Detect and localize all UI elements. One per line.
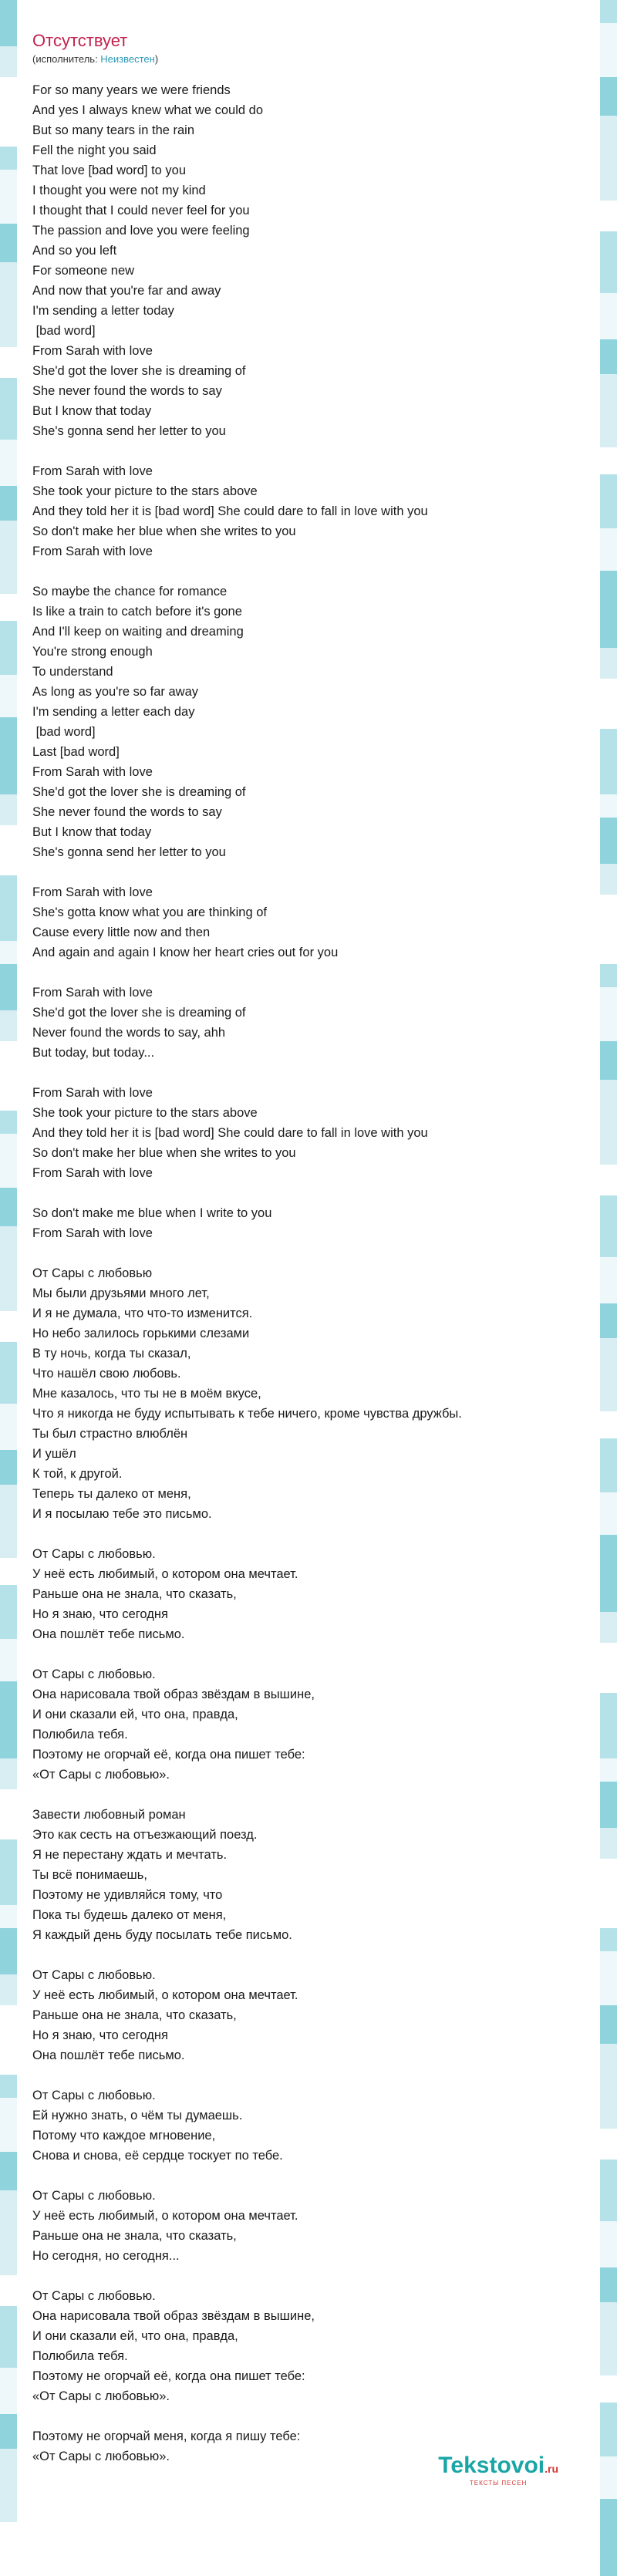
stripe-segment: [0, 594, 17, 621]
stanza-break: [32, 1785, 588, 1805]
stripe-segment: [0, 224, 17, 262]
stripe-segment: [0, 1226, 17, 1311]
lyric-line: From Sarah with love: [32, 464, 153, 478]
stripe-segment: [0, 440, 17, 486]
stripe-segment: [0, 2098, 17, 2152]
logo-tagline: ТЕКСТЫ ПЕСЕН: [469, 2480, 528, 2487]
stripe-segment: [0, 2152, 17, 2190]
logo-tld: .ru: [545, 2463, 558, 2475]
decorative-stripes-left: [0, 0, 17, 2507]
lyric-line: Раньше она не знала, что сказать,: [32, 2008, 237, 2022]
stripe-segment: [600, 1951, 617, 2005]
stripe-segment: [0, 2005, 17, 2075]
stripe-segment: [0, 1311, 17, 1342]
lyric-line: And now that you're far and away: [32, 284, 221, 298]
lyric-line: She took your picture to the stars above: [32, 1106, 258, 1120]
lyrics-text: [32, 80, 588, 2466]
lyric-line: She took your picture to the stars above: [32, 484, 258, 498]
stripe-segment: [600, 794, 617, 818]
stripe-segment: [600, 1492, 617, 1535]
lyric-line: Ты всё понимаешь,: [32, 1868, 147, 1882]
lyric-line: From Sarah with love: [32, 986, 153, 1000]
site-logo[interactable]: [438, 2453, 558, 2487]
stripe-segment: [600, 77, 617, 116]
stripe-segment: [600, 864, 617, 895]
stanza-break: [32, 561, 588, 582]
lyric-line: И я не думала, что что-то изменится.: [32, 1307, 253, 1320]
lyric-line: Но я знаю, что сегодня: [32, 2028, 168, 2042]
lyric-line: «От Сары с любовью».: [32, 2450, 170, 2463]
stripe-segment: [0, 46, 17, 77]
lyric-line: You're strong enough: [32, 645, 153, 659]
lyric-line: Она пошлёт тебе письмо.: [32, 1627, 185, 1641]
stripe-segment: [0, 794, 17, 825]
stripe-segment: [600, 1303, 617, 1338]
stripe-segment: [0, 1342, 17, 1404]
lyric-line: For someone new: [32, 264, 135, 278]
lyric-line: So maybe the chance for romance: [32, 585, 228, 598]
lyric-line: Is like a train to catch before it's gone: [32, 605, 242, 619]
stripe-segment: [0, 77, 17, 147]
lyric-line: From Sarah with love: [32, 1226, 153, 1240]
lyric-line: От Сары с любовью.: [32, 1547, 156, 1561]
stripe-segment: [0, 1585, 17, 1639]
stripe-segment: [0, 1905, 17, 1928]
stripe-segment: [600, 1195, 617, 1257]
lyric-line: «От Сары с любовью».: [32, 1768, 170, 1782]
stripe-segment: [600, 2402, 617, 2456]
lyric-line: From Sarah with love: [32, 765, 153, 779]
lyric-line: Что я никогда не буду испытывать к тебе ничего, кроме чувства дружбы.: [32, 1407, 462, 1421]
stripe-segment: [600, 2221, 617, 2267]
lyric-line: Last [bad word]: [32, 745, 120, 759]
lyric-line: От Сары с любовью.: [32, 1968, 156, 1982]
lyric-line: Она нарисовала твой образ звёздам в вышине,: [32, 2309, 315, 2323]
lyric-line: But I know that today: [32, 825, 152, 839]
stanza-break: [32, 1644, 588, 1664]
stripe-segment: [0, 1758, 17, 1789]
lyric-line: Never found the words to say, ahh: [32, 1026, 226, 1040]
stripe-segment: [600, 987, 617, 1041]
stripe-segment: [0, 1974, 17, 2005]
lyric-line: Мы были друзьями много лет,: [32, 1286, 210, 1300]
lyric-line: Пока ты будешь далеко от меня,: [32, 1908, 227, 1922]
lyric-line: And I'll keep on waiting and dreaming: [32, 625, 244, 639]
stripe-segment: [600, 2499, 617, 2576]
lyric-line: Я каждый день буду посылать тебе письмо.: [32, 1928, 292, 1942]
stripe-segment: [0, 621, 17, 675]
stripe-segment: [600, 1257, 617, 1303]
stripe-segment: [0, 1188, 17, 1226]
stripe-segment: [0, 2414, 17, 2449]
artist-suffix: ): [154, 53, 159, 65]
stripe-segment: [600, 964, 617, 987]
stanza-break: [32, 963, 588, 983]
stripe-segment: [600, 818, 617, 864]
lyric-line: Раньше она не знала, что сказать,: [32, 1587, 237, 1601]
song-header: [32, 31, 158, 66]
stripe-segment: [0, 262, 17, 347]
lyric-line: И они сказали ей, что она, правда,: [32, 1708, 238, 1721]
stripe-segment: [0, 0, 17, 46]
stripe-segment: [600, 1928, 617, 1951]
stripe-segment: [600, 1080, 617, 1165]
stripe-segment: [600, 231, 617, 293]
lyric-line: Раньше она не знала, что сказать,: [32, 2229, 237, 2243]
lyric-line: From Sarah with love: [32, 344, 153, 358]
lyric-line: От Сары с любовью.: [32, 2089, 156, 2102]
stripe-segment: [0, 147, 17, 170]
lyric-line: Но я знаю, что сегодня: [32, 1607, 168, 1621]
lyric-line: И они сказали ей, что она, правда,: [32, 2329, 238, 2343]
stripe-segment: [600, 474, 617, 528]
stripe-segment: [600, 648, 617, 679]
lyric-line: And they told her it is [bad word] She could dare to fall in love with you: [32, 504, 428, 518]
stripe-segment: [600, 374, 617, 447]
stripe-segment: [600, 729, 617, 794]
lyric-line: У неё есть любимый, о котором она мечтает.: [32, 1567, 298, 1581]
stripe-segment: [600, 2267, 617, 2302]
stanza-break: [32, 2065, 588, 2085]
lyric-line: She never found the words to say: [32, 805, 222, 819]
stripe-segment: [0, 1404, 17, 1450]
lyric-line: I thought you were not my kind: [32, 184, 206, 197]
lyrics-card: [17, 0, 600, 2507]
lyric-line: From Sarah with love: [32, 1086, 153, 1100]
lyric-line: So don't make her blue when she writes to you: [32, 524, 296, 538]
stanza-break: [32, 862, 588, 882]
lyric-line: Она пошлёт тебе письмо.: [32, 2048, 185, 2062]
stripe-segment: [600, 201, 617, 231]
lyric-line: И ушёл: [32, 1447, 76, 1461]
song-title: Отсутствует: [32, 31, 128, 50]
stripe-segment: [0, 675, 17, 717]
stripe-segment: [600, 1758, 617, 1782]
lyric-line: Мне казалось, что ты не в моём вкусе,: [32, 1387, 261, 1401]
lyric-line: Это как сесть на отъезжающий поезд.: [32, 1828, 258, 1842]
stanza-break: [32, 1243, 588, 1263]
lyric-line: Теперь ты далеко от меня,: [32, 1487, 191, 1501]
stripe-segment: [600, 23, 617, 77]
lyric-line: And so you left: [32, 244, 117, 258]
lyric-line: Что нашёл свою любовь.: [32, 1367, 181, 1381]
lyric-line: From Sarah with love: [32, 545, 153, 558]
stripe-segment: [0, 1485, 17, 1558]
stripe-segment: [600, 1535, 617, 1612]
lyric-line: But I know that today: [32, 404, 152, 418]
lyric-line: And they told her it is [bad word] She could dare to fall in love with you: [32, 1126, 428, 1140]
artist-line: [32, 52, 158, 66]
stripe-segment: [0, 347, 17, 378]
stripe-segment: [600, 2160, 617, 2221]
stripe-segment: [0, 1839, 17, 1905]
lyric-line: От Сары с любовью.: [32, 1667, 156, 1681]
logo-main-text: Tekstovoi: [438, 2453, 545, 2478]
stripe-segment: [600, 1828, 617, 1859]
lyric-line: For so many years we were friends: [32, 83, 231, 97]
stanza-break: [32, 2266, 588, 2286]
lyric-line: К той, к другой.: [32, 1467, 123, 1481]
stripe-segment: [600, 2302, 617, 2375]
lyric-line: Завести любовный роман: [32, 1808, 186, 1822]
lyric-line: У неё есть любимый, о котором она мечтает.: [32, 2209, 298, 2223]
lyric-line: As long as you're so far away: [32, 685, 199, 699]
lyric-line: Поэтому не огорчай её, когда она пишет тебе:: [32, 2369, 305, 2383]
artist-link[interactable]: Неизвестен: [100, 53, 155, 65]
stripe-segment: [0, 2449, 17, 2522]
lyric-line: She'd got the lover she is dreaming of: [32, 364, 246, 378]
stripe-segment: [0, 170, 17, 224]
stripe-segment: [0, 2368, 17, 2414]
lyric-line: Но сегодня, но сегодня...: [32, 2249, 180, 2263]
lyric-line: So don't make her blue when she writes to you: [32, 1146, 296, 1160]
lyric-line: От Сары с любовью: [32, 1266, 153, 1280]
stripe-segment: [600, 2129, 617, 2160]
stanza-break: [32, 1183, 588, 1203]
stripe-segment: [0, 2190, 17, 2275]
stanza-break: [32, 1945, 588, 1965]
lyric-line: So don't make me blue when I write to you: [32, 1206, 272, 1220]
lyric-line: But so many tears in the rain: [32, 123, 195, 137]
stripe-segment: [600, 447, 617, 474]
lyric-line: She'd got the lover she is dreaming of: [32, 1006, 246, 1020]
stripe-segment: [600, 1782, 617, 1828]
stripe-segment: [0, 717, 17, 794]
stripe-segment: [600, 339, 617, 374]
lyric-line: She's gonna send her letter to you: [32, 845, 226, 859]
lyric-line: And yes I always knew what we could do: [32, 103, 263, 117]
lyric-line: And again and again I know her heart cries out for you: [32, 946, 339, 959]
stripe-segment: [0, 1639, 17, 1681]
lyric-line: She'd got the lover she is dreaming of: [32, 785, 246, 799]
lyric-line: She never found the words to say: [32, 384, 222, 398]
stripe-segment: [600, 0, 617, 23]
stripe-segment: [0, 486, 17, 521]
lyric-line: [bad word]: [32, 725, 96, 739]
lyric-line: Полюбила тебя.: [32, 1728, 128, 1741]
lyric-line: От Сары с любовью.: [32, 2289, 156, 2303]
lyric-line: У неё есть любимый, о котором она мечтает.: [32, 1988, 298, 2002]
stripe-segment: [0, 1789, 17, 1839]
stripe-segment: [0, 2275, 17, 2306]
stanza-break: [32, 1524, 588, 1544]
stripe-segment: [600, 2375, 617, 2402]
stripe-segment: [600, 293, 617, 339]
stripe-segment: [0, 1111, 17, 1134]
lyric-line: От Сары с любовью.: [32, 2189, 156, 2203]
lyric-line: Потому что каждое мгновение,: [32, 2129, 216, 2143]
lyric-line: В ту ночь, когда ты сказал,: [32, 1347, 191, 1360]
stripe-segment: [600, 116, 617, 201]
stripe-segment: [0, 875, 17, 941]
lyric-line: Я не перестану ждать и мечтать.: [32, 1848, 228, 1862]
stanza-break: [32, 2166, 588, 2186]
lyric-line: Но небо залилось горькими слезами: [32, 1327, 250, 1340]
lyric-line: I'm sending a letter today: [32, 304, 174, 318]
lyric-line: Ей нужно знать, о чём ты думаешь.: [32, 2109, 243, 2123]
stripe-segment: [0, 2075, 17, 2098]
stripe-segment: [0, 1041, 17, 1111]
lyric-line: [bad word]: [32, 324, 96, 338]
stripe-segment: [600, 1338, 617, 1411]
lyric-line: Ты был страстно влюблён: [32, 1427, 188, 1441]
lyric-line: Поэтому не огорчай меня, когда я пишу тебе:: [32, 2429, 301, 2443]
logo-wordmark: [438, 2453, 558, 2481]
stripe-segment: [600, 2005, 617, 2044]
stripe-segment: [0, 1928, 17, 1974]
lyric-line: From Sarah with love: [32, 885, 153, 899]
stripe-segment: [600, 1859, 617, 1928]
artist-prefix: (исполнитель:: [32, 53, 101, 65]
stripe-segment: [0, 1558, 17, 1585]
stripe-segment: [0, 1134, 17, 1188]
stripe-segment: [600, 571, 617, 648]
stripe-segment: [0, 378, 17, 440]
stripe-segment: [0, 521, 17, 594]
stripe-segment: [0, 2306, 17, 2368]
stripe-segment: [600, 895, 617, 964]
lyric-line: From Sarah with love: [32, 1166, 153, 1180]
lyric-line: Поэтому не удивляйся тому, что: [32, 1888, 223, 1902]
decorative-stripes-right: [600, 0, 617, 2507]
lyric-line: Полюбила тебя.: [32, 2349, 128, 2363]
lyric-line: The passion and love you were feeling: [32, 224, 250, 238]
stripe-segment: [600, 1411, 617, 1438]
stripe-segment: [600, 1041, 617, 1080]
lyric-line: I thought that I could never feel for you: [32, 204, 250, 217]
stanza-break: [32, 2406, 588, 2426]
lyric-line: И я посылаю тебе это письмо.: [32, 1507, 212, 1521]
lyric-line: I'm sending a letter each day: [32, 705, 195, 719]
lyric-line: She's gotta know what you are thinking of: [32, 905, 268, 919]
stripe-segment: [0, 825, 17, 875]
stripe-segment: [600, 1643, 617, 1693]
stripe-segment: [600, 2456, 617, 2499]
stripe-segment: [0, 941, 17, 964]
stripe-segment: [600, 1612, 617, 1643]
stripe-segment: [600, 528, 617, 571]
stanza-break: [32, 1063, 588, 1083]
lyric-line: Fell the night you said: [32, 143, 157, 157]
lyric-line: Она нарисовала твой образ звёздам в вышине,: [32, 1688, 315, 1701]
lyric-line: To understand: [32, 665, 113, 679]
lyric-line: That love [bad word] to you: [32, 164, 187, 177]
stripe-segment: [0, 1450, 17, 1485]
lyric-line: Поэтому не огорчай её, когда она пишет тебе:: [32, 1748, 305, 1762]
stripe-segment: [600, 2044, 617, 2129]
lyric-line: Снова и снова, её сердце тоскует по тебе.: [32, 2149, 283, 2163]
stripe-segment: [600, 679, 617, 729]
lyric-line: But today, but today...: [32, 1046, 155, 1060]
stripe-segment: [0, 964, 17, 1010]
stripe-segment: [600, 1693, 617, 1758]
lyric-line: She's gonna send her letter to you: [32, 424, 226, 438]
stripe-segment: [0, 1681, 17, 1758]
lyric-line: Cause every little now and then: [32, 926, 211, 939]
stripe-segment: [600, 1438, 617, 1492]
lyric-line: «От Сары с любовью».: [32, 2389, 170, 2403]
stanza-break: [32, 441, 588, 461]
stripe-segment: [600, 1165, 617, 1195]
stripe-segment: [0, 1010, 17, 1041]
